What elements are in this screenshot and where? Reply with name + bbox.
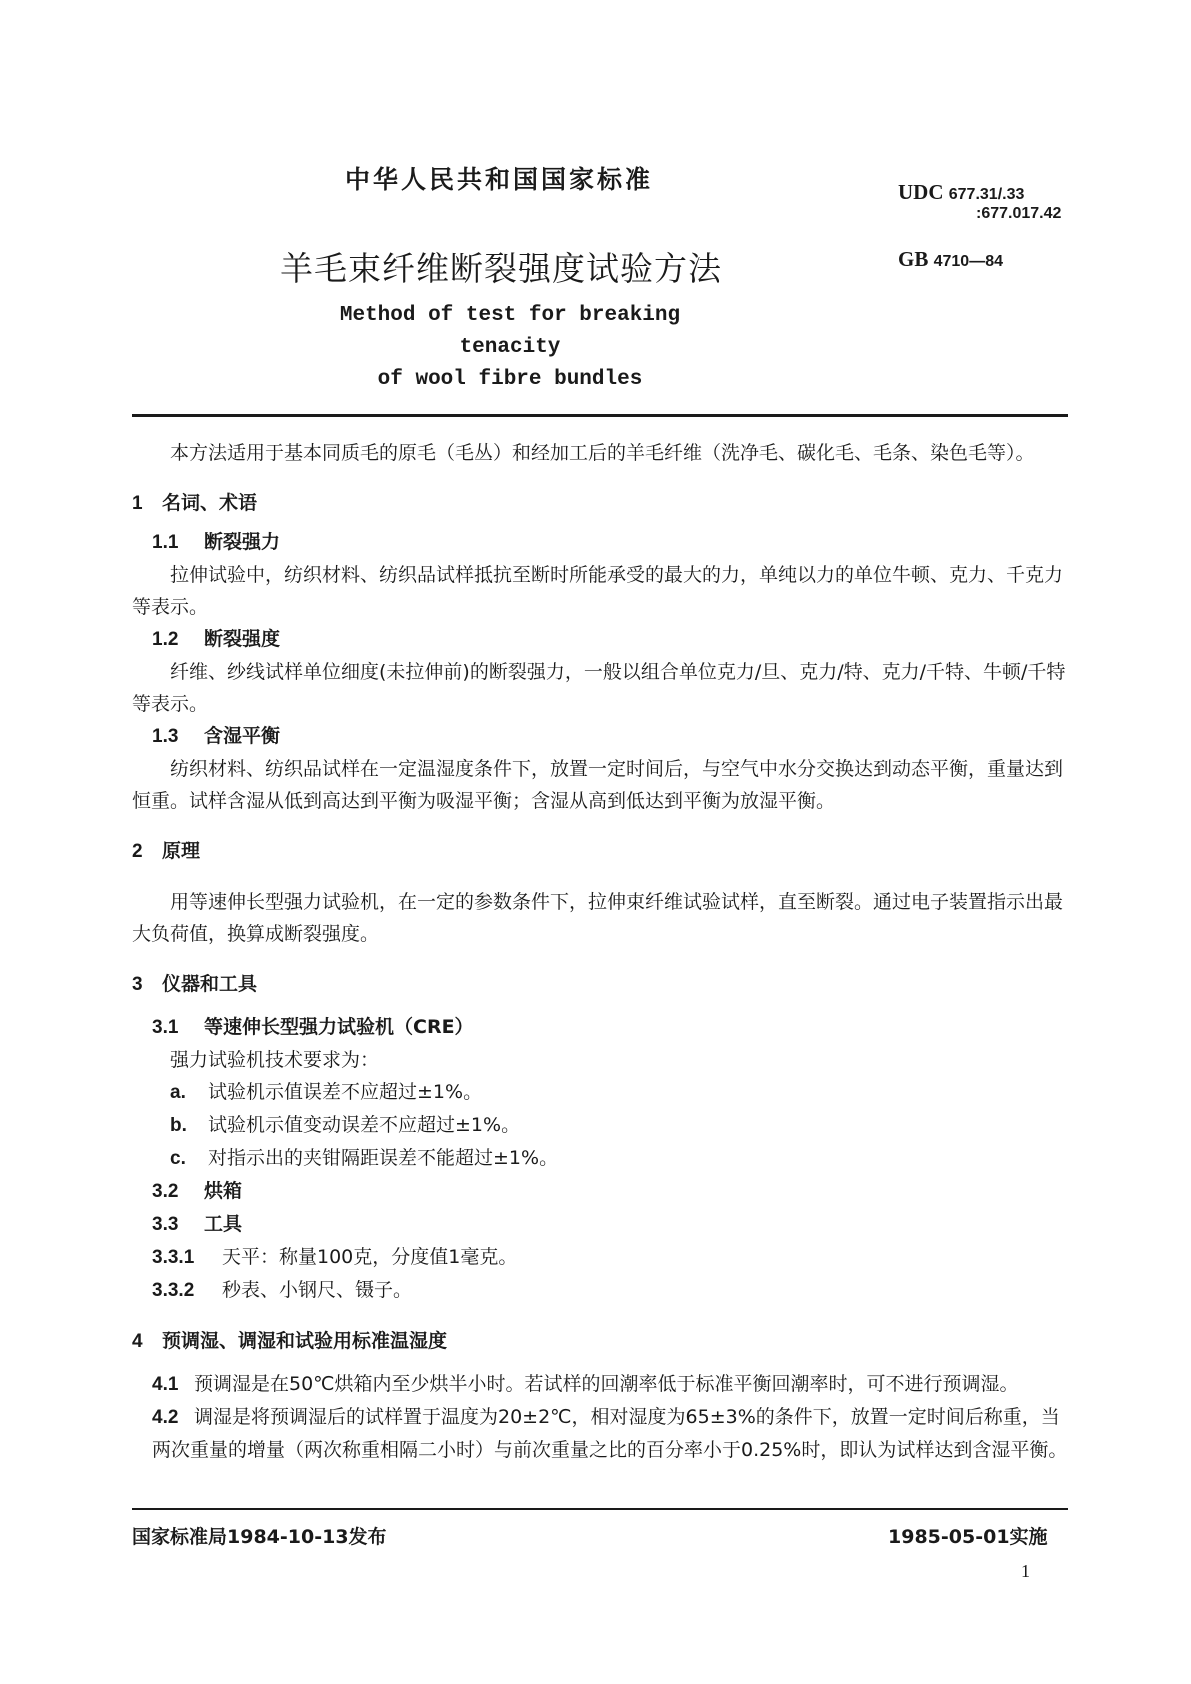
section-3-title: 仪器和工具 [162,973,258,995]
section-1-1-number: 1.1 [152,532,179,553]
header-divider [132,414,1068,417]
title-en-line-1: Method of test for breaking tenacity [339,304,681,359]
section-1-3-title: 含湿平衡 [204,725,281,747]
section-3-1-title: 等速伸长型强力试验机（CRE） [204,1016,474,1038]
section-1-3-heading [132,720,1068,753]
gb-code: 4710—84 [933,253,1003,270]
section-4-number: 4 [132,1331,143,1352]
section-4-1-text: 预调湿是在50℃烘箱内至少烘半小时。若试样的回潮率低于标准平衡回潮率时，可不进行预调湿。 [194,1373,1019,1395]
section-4-1-number: 4.1 [152,1374,179,1395]
gb-number [898,247,1003,272]
section-2-heading [132,835,1068,868]
section-4-title: 预调湿、调湿和试验用标准温湿度 [162,1330,448,1352]
footer-divider [132,1508,1068,1510]
list-item-c-text: 对指示出的夹钳隔距误差不能超过±1%。 [208,1147,559,1169]
section-3-2-heading [132,1175,1068,1208]
udc-code-1: 677.31/.33 [948,186,1025,203]
section-2-title: 原理 [162,840,201,862]
list-item-b-text: 试验机示值变动误差不应超过±1%。 [208,1114,521,1136]
section-3-3-heading [132,1208,1068,1241]
section-1-1-title: 断裂强力 [204,531,281,553]
section-1-2-text: 纤维、纱线试样单位细度(未拉伸前)的断裂强力，一般以组合单位克力/旦、克力/特、克力/千特、牛顿/千特等表示。 [132,661,1066,715]
section-3-3-2-number: 3.3.2 [152,1280,195,1301]
section-3-3-1-text: 天平：称量100克，分度值1毫克。 [222,1246,518,1268]
national-standard-heading: 中华人民共和国国家标准 [345,165,654,194]
intro-paragraph: 本方法适用于基本同质毛的原毛（毛丛）和经加工后的羊毛纤维（洗净毛、碳化毛、毛条、染色毛等）。 [170,442,1035,464]
section-4-2-number: 4.2 [152,1407,179,1428]
section-3-heading [132,968,1068,1001]
section-2-number: 2 [132,841,143,862]
section-1-2-number: 1.2 [152,629,179,650]
section-1-3-text: 纺织材料、纺织品试样在一定温湿度条件下，放置一定时间后，与空气中水分交换达到动态平衡，重量达到恒重。试样含湿从低到高达到平衡为吸湿平衡；含湿从高到低达到平衡为放湿平衡。 [132,758,1064,812]
section-3-3-number: 3.3 [152,1214,179,1235]
udc-classification [898,180,1024,205]
section-3-2-number: 3.2 [152,1181,179,1202]
title-en-line-2: of wool fibre bundles [377,368,643,391]
section-1-title: 名词、术语 [162,492,258,514]
section-3-3-2 [132,1274,1068,1307]
document-title-en [300,300,720,396]
section-2-text: 用等速伸长型强力试验机，在一定的参数条件下，拉伸束纤维试验试样，直至断裂。通过电子装置指示出最大负荷值，换算成断裂强度。 [132,891,1064,945]
list-item-a-text: 试验机示值误差不应超过±1%。 [208,1081,483,1103]
list-item-a-label: a. [170,1082,186,1103]
document-body [132,437,1068,1466]
document-title-cn: 羊毛束纤维断裂强度试验方法 [280,249,722,288]
list-item-c-label: c. [170,1148,186,1169]
issue-date: 国家标准局1984-10-13发布 [132,1526,387,1548]
section-3-3-title: 工具 [204,1213,243,1235]
list-item-b-label: b. [170,1115,187,1136]
section-4-heading [132,1325,1068,1358]
section-3-1-intro: 强力试验机技术要求为： [170,1049,380,1071]
section-3-number: 3 [132,974,143,995]
udc-code-2: :677.017.42 [976,205,1062,222]
gb-label: GB [898,247,929,271]
section-1-3-number: 1.3 [152,726,179,747]
section-4-2-text: 调湿是将预调湿后的试样置于温度为20±2℃，相对湿度为65±3%的条件下，放置一定时间后称重，当两次重量的增量（两次称重相隔二小时）与前次重量之比的百分率小于0.25%时，即认为试样达到含湿平衡。 [152,1406,1068,1461]
section-1-number: 1 [132,493,143,514]
section-1-heading [132,487,1068,520]
section-3-3-1 [132,1241,1068,1274]
section-1-2-heading [132,623,1068,656]
section-3-1-heading [132,1011,1068,1044]
effective-date: 1985-05-01实施 [888,1526,1048,1548]
section-1-2-title: 断裂强度 [204,628,281,650]
list-item-b [132,1109,1068,1142]
section-1-1-heading [132,526,1068,559]
section-4-1 [132,1368,1068,1401]
section-3-2-title: 烘箱 [204,1180,243,1202]
section-1-1-text: 拉伸试验中，纺织材料、纺织品试样抵抗至断时所能承受的最大的力，单纯以力的单位牛顿、克力、千克力等表示。 [132,564,1064,618]
section-3-3-2-text: 秒表、小钢尺、镊子。 [222,1279,413,1301]
section-3-3-1-number: 3.3.1 [152,1247,195,1268]
section-4-2 [132,1401,1068,1466]
page-number: 1 [1021,1561,1030,1581]
list-item-a [132,1076,1068,1109]
list-item-c [132,1142,1068,1175]
udc-label: UDC [898,180,944,204]
section-3-1-number: 3.1 [152,1017,179,1038]
